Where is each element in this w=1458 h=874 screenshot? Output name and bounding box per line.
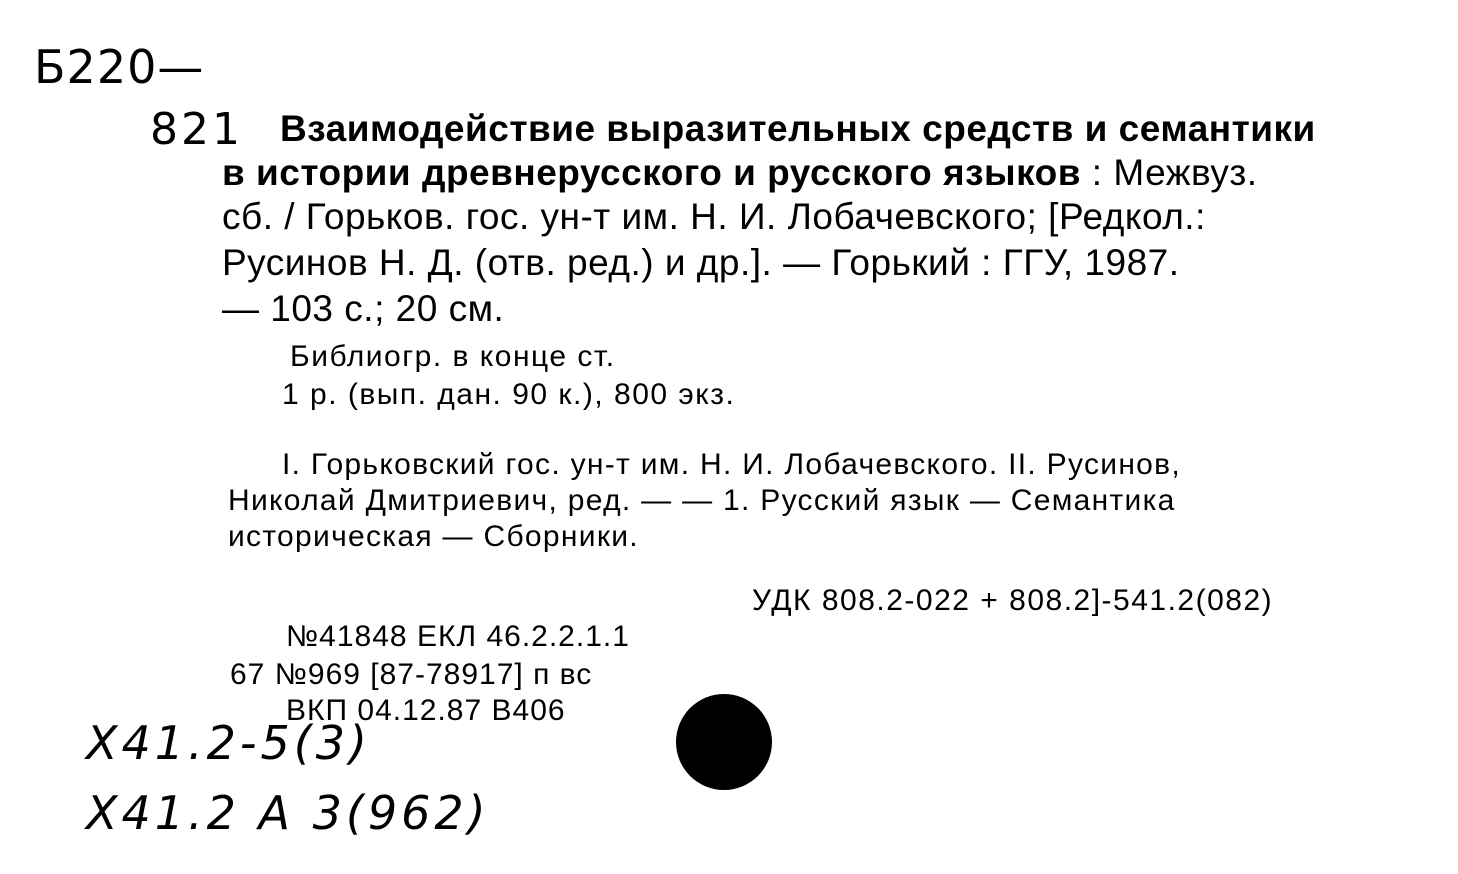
udk-code: УДК 808.2-022 + 808.2]-541.2(082)	[752, 584, 1274, 617]
title-line-2	[222, 152, 1258, 194]
call-number-top: Б220—	[34, 40, 205, 94]
call-number-bottom: 821	[150, 104, 243, 155]
note-bibliography: Библиогр. в конце ст.	[290, 340, 616, 373]
entry-line-3: сб. / Горьков. гос. ун-т им. Н. И. Лобачевского; [Редкол.:	[222, 196, 1206, 237]
punch-hole	[676, 694, 772, 790]
imprint-line: 67 №969 [87-78917] п вс	[230, 658, 593, 691]
entry-line-5: — 103 с.; 20 см.	[222, 288, 505, 329]
entry-line-4: Русинов Н. Д. (отв. ред.) и др.]. — Горький : ГГУ, 1987.	[222, 242, 1180, 283]
title-line-2-rest: : Межвуз.	[1081, 152, 1258, 193]
tracing-line: историческая — Сборники.	[228, 520, 639, 553]
handwritten-shelfmark-1: Х41.2-5(3)	[86, 716, 371, 770]
note-price: 1 р. (вып. дан. 90 к.), 800 экз.	[282, 378, 736, 411]
title-line-1: Взаимодействие выразительных средств и семантики	[280, 108, 1316, 149]
imprint-line: №41848 ЕКЛ 46.2.2.1.1	[286, 620, 630, 653]
imprint-line: ВКП 04.12.87 В406	[286, 694, 566, 727]
tracing-line: Николай Дмитриевич, ред. — — 1. Русский язык — Семантика	[228, 484, 1176, 517]
handwritten-shelfmark-2: Х41.2 А 3(962)	[86, 786, 490, 840]
title-line-2-bold: в истории древнерусского и русского языков	[222, 152, 1081, 193]
tracing-line: I. Горьковский гос. ун-т им. Н. И. Лобачевского. II. Русинов,	[282, 448, 1182, 481]
